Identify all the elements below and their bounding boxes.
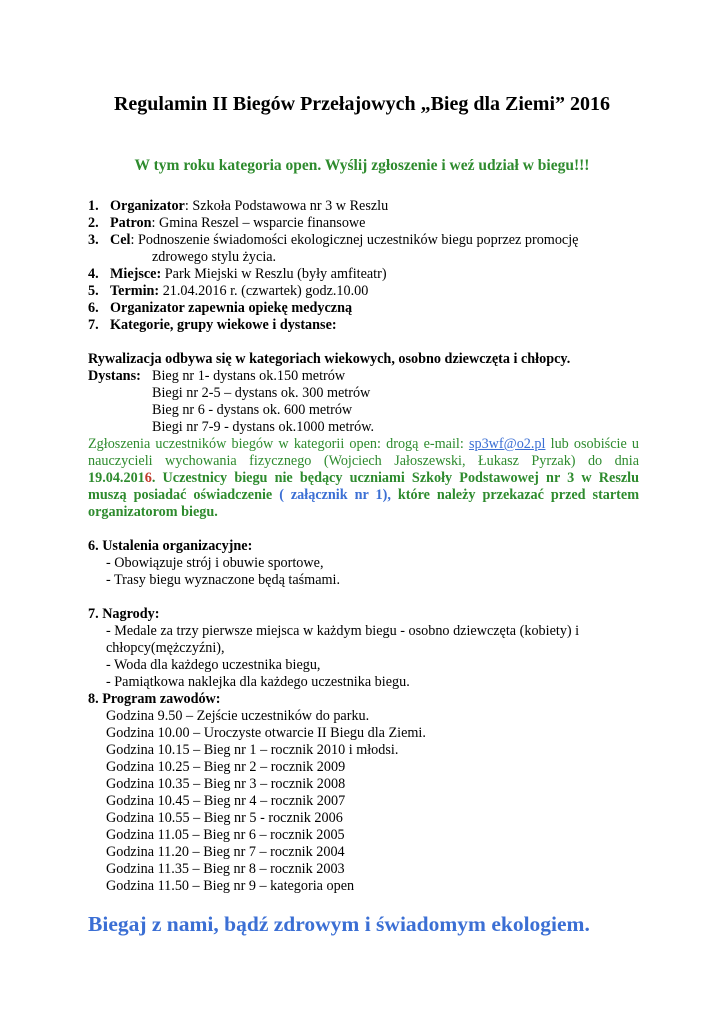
list-number: 5. — [88, 283, 99, 299]
list-label: Cel — [110, 232, 131, 248]
deadline-date-correction: 6 — [144, 470, 152, 486]
list-item-organizator — [88, 198, 388, 215]
list-number: 4. — [88, 266, 99, 282]
zgloszenia-text: które należy przekazać przed startem — [397, 487, 640, 503]
zgloszenia-line-3 — [88, 470, 639, 487]
zgloszenia-text: . Uczestnicy biegu nie będący uczniami Szkoły Podstawowej nr 3 w Reszlu — [151, 470, 639, 486]
program-item: Godzina 11.50 – Bieg nr 9 – kategoria open — [106, 878, 355, 894]
zgloszenia-line-5: organizatorom biegu. — [88, 504, 218, 520]
list-item-patron — [88, 215, 365, 232]
list-item-cel-continuation: zdrowego stylu życia. — [152, 249, 277, 265]
program-item: Godzina 10.25 – Bieg nr 2 – rocznik 2009 — [106, 759, 346, 775]
list-label: Miejsce: — [110, 266, 162, 282]
list-separator: : — [184, 198, 193, 214]
list-label: Termin: — [110, 283, 160, 299]
program-item: Godzina 11.20 – Bieg nr 7 – rocznik 2004 — [106, 844, 345, 860]
nagrody-item: - Woda dla każdego uczestnika biegu, — [106, 657, 321, 673]
nagrody-item: - Medale za trzy pierwsze miejsca w każdym biegu - osobno dziewczęta (kobiety) i — [106, 623, 580, 639]
closing-slogan: Biegaj z nami, bądź zdrowym i świadomym ekologiem. — [88, 912, 590, 936]
program-item: Godzina 9.50 – Zejście uczestników do parku. — [106, 708, 370, 724]
zgloszenia-line-4 — [88, 487, 639, 504]
list-number: 3. — [88, 232, 99, 248]
rywalizacja-text: Rywalizacja odbywa się w kategoriach wiekowych, osobno dziewczęta i chłopcy. — [88, 351, 571, 367]
list-item-termin — [88, 283, 368, 300]
program-item: Godzina 10.15 – Bieg nr 1 – rocznik 2010 i młodsi. — [106, 742, 399, 758]
zgloszenia-line-2: nauczycieli wychowania fizycznego (Wojciech Jałoszewski, Łukasz Pyrzak) do dnia — [88, 453, 639, 469]
attachment-reference: ( załącznik nr 1), — [279, 487, 391, 503]
list-number: 1. — [88, 198, 99, 214]
list-separator: : — [130, 232, 138, 248]
program-item: Godzina 10.55 – Bieg nr 5 - rocznik 2006 — [106, 810, 343, 826]
program-item: Godzina 11.35 – Bieg nr 8 – rocznik 2003 — [106, 861, 345, 877]
list-label: Organizator — [110, 198, 185, 214]
zgloszenia-text: lub osobiście u — [550, 436, 640, 452]
list-text: Gmina Reszel – wsparcie finansowe — [159, 215, 366, 231]
list-text: Podnoszenie świadomości ekologicznej uczestników biegu poprzez promocję — [138, 232, 579, 248]
list-separator: : — [151, 215, 160, 231]
list-label: Organizator zapewnia opiekę medyczną — [110, 300, 353, 316]
list-item-opieka — [88, 300, 352, 317]
dystans-item: Bieg nr 6 - dystans ok. 600 metrów — [152, 402, 353, 418]
document-title: Regulamin II Biegów Przełajowych „Bieg dla Ziemi” 2016 — [113, 93, 611, 115]
deadline-date: 19.04.201 — [88, 470, 145, 486]
program-item: Godzina 10.35 – Bieg nr 3 – rocznik 2008 — [106, 776, 346, 792]
list-label: Kategorie, grupy wiekowe i dystanse: — [110, 317, 337, 333]
nagrody-item: - Pamiątkowa naklejka dla każdego uczestnika biegu. — [106, 674, 410, 690]
section-heading-nagrody: 7. Nagrody: — [88, 606, 160, 622]
ustalenia-item: - Trasy biegu wyznaczone będą taśmami. — [106, 572, 341, 588]
dystans-item: Biegi nr 2-5 – dystans ok. 300 metrów — [152, 385, 371, 401]
list-label: Patron — [110, 215, 152, 231]
program-item: Godzina 10.45 – Bieg nr 4 – rocznik 2007 — [106, 793, 346, 809]
email-link[interactable]: sp3wf@o2.pl — [468, 436, 546, 452]
list-text: 21.04.2016 r. (czwartek) godz.10.00 — [162, 283, 369, 299]
nagrody-item: chłopcy(mężczyźni), — [106, 640, 225, 656]
list-text: Park Miejski w Reszlu (były amfiteatr) — [164, 266, 387, 282]
section-heading-ustalenia: 6. Ustalenia organizacyjne: — [88, 538, 253, 554]
dystans-label: Dystans: — [88, 368, 141, 384]
zgloszenia-line-1 — [88, 436, 639, 453]
subtitle-call-to-action: W tym roku kategoria open. Wyślij zgłoszenie i weź udział w biegu!!! — [134, 157, 590, 174]
list-item-kategorie — [88, 317, 337, 334]
dystans-item: Bieg nr 1- dystans ok.150 metrów — [152, 368, 346, 384]
list-text: Szkoła Podstawowa nr 3 w Reszlu — [192, 198, 389, 214]
list-item-cel — [88, 232, 578, 249]
list-number: 2. — [88, 215, 99, 231]
program-item: Godzina 11.05 – Bieg nr 6 – rocznik 2005 — [106, 827, 345, 843]
list-number: 6. — [88, 300, 99, 316]
zgloszenia-text: muszą posiadać oświadczenie — [88, 487, 273, 503]
ustalenia-item: - Obowiązuje strój i obuwie sportowe, — [106, 555, 324, 571]
list-item-miejsce — [88, 266, 387, 283]
zgloszenia-text: Zgłoszenia uczestników biegów w kategorii open: drogą e-mail: — [88, 436, 464, 452]
section-heading-program: 8. Program zawodów: — [88, 691, 221, 707]
dystans-item: Biegi nr 7-9 - dystans ok.1000 metrów. — [152, 419, 375, 435]
program-item: Godzina 10.00 – Uroczyste otwarcie II Biegu dla Ziemi. — [106, 725, 426, 741]
list-number: 7. — [88, 317, 99, 333]
